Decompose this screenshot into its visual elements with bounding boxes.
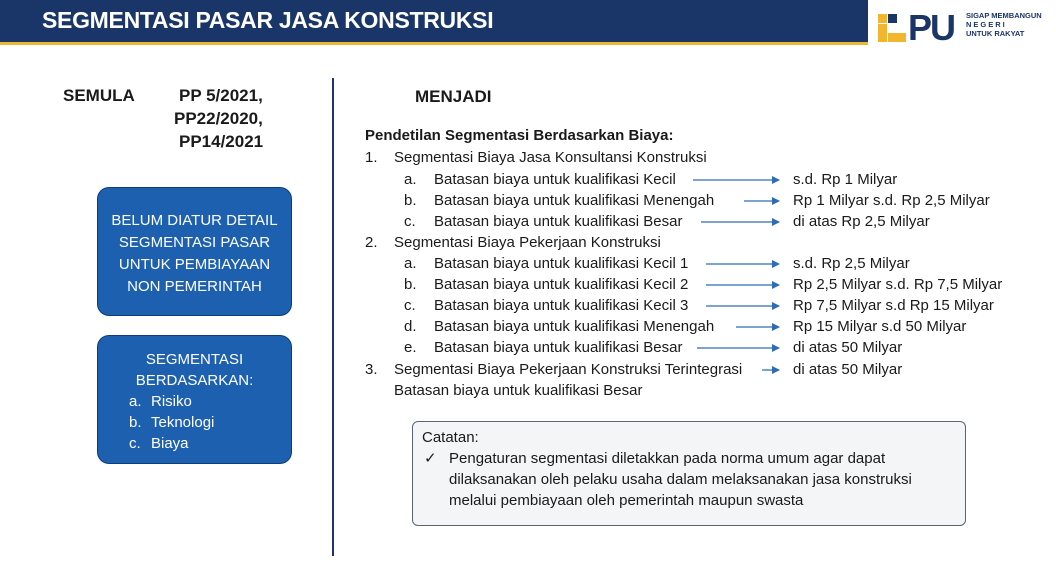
box-heading: SEGMENTASI: [145, 351, 244, 368]
regulation-line: PP22/2020,: [174, 109, 263, 128]
section-heading: Pendetilan Segmentasi Berdasarkan Biaya:: [365, 127, 674, 144]
item-letter: c.: [404, 213, 416, 230]
column-divider: [332, 78, 334, 556]
logo-text: PU: [908, 7, 955, 48]
box-segmentation-basis: [97, 335, 292, 464]
item-text: Batasan biaya untuk kualifikasi Besar: [434, 339, 683, 356]
note-line: Pengaturan segmentasi diletakkan pada norma umum agar dapat: [449, 450, 886, 467]
title-bar-accent: [0, 42, 868, 45]
box-line: UNTUK PEMBIAYAAN: [118, 256, 271, 273]
page-title: SEGMENTASI PASAR JASA KONSTRUKSI: [42, 7, 494, 33]
section-number: 3.: [365, 361, 378, 378]
section-subtitle: Batasan biaya untuk kualifikasi Besar: [394, 382, 643, 399]
item-letter: b.: [404, 192, 417, 209]
note-line: dilaksanakan oleh pelaku usaha dalam melaksanakan jasa konstruksi: [449, 471, 912, 488]
item-text: Batasan biaya untuk kualifikasi Kecil 2: [434, 276, 689, 293]
item-text: Batasan biaya untuk kualifikasi Menengah: [434, 318, 715, 335]
box-list-item: b. Teknologi: [129, 414, 215, 431]
section-title: Segmentasi Biaya Jasa Konsultansi Konstruksi: [394, 149, 707, 166]
item-text: Batasan biaya untuk kualifikasi Besar: [434, 213, 683, 230]
item-text: Batasan biaya untuk kualifikasi Menengah: [434, 192, 715, 209]
item-letter: e.: [404, 339, 417, 356]
item-value: di atas Rp 2,5 Milyar: [793, 213, 930, 230]
pu-logo-mark-icon: [878, 14, 906, 42]
box-not-regulated: [97, 187, 292, 316]
item-text: Batasan biaya untuk kualifikasi Kecil: [434, 171, 676, 188]
section-number: 1.: [365, 149, 378, 166]
section-title: Segmentasi Biaya Pekerjaan Konstruksi Terintegrasi: [394, 361, 743, 378]
section-title: Segmentasi Biaya Pekerjaan Konstruksi: [394, 234, 661, 251]
item-letter: d.: [404, 318, 417, 335]
item-text: Batasan biaya untuk kualifikasi Kecil 3: [434, 297, 689, 314]
note-line: melalui pembiayaan oleh pemerintah maupun swasta: [449, 492, 804, 509]
semula-label: SEMULA: [63, 86, 135, 105]
checkmark-icon: ✓: [424, 450, 437, 467]
item-value: di atas 50 Milyar: [793, 361, 903, 378]
item-letter: b.: [404, 276, 417, 293]
section-number: 2.: [365, 234, 378, 251]
box-list-item: c. Biaya: [129, 435, 189, 452]
item-value: di atas 50 Milyar: [793, 339, 903, 356]
item-value: s.d. Rp 1 Milyar: [793, 171, 898, 188]
item-letter: a.: [404, 171, 417, 188]
box-heading: BERDASARKAN:: [135, 372, 254, 389]
regulation-line: PP 5/2021,: [179, 86, 263, 105]
regulation-line: PP14/2021: [179, 132, 264, 151]
item-letter: a.: [404, 255, 417, 272]
menjadi-label: MENJADI: [415, 87, 492, 106]
box-line: SEGMENTASI PASAR: [118, 234, 271, 251]
item-text: Batasan biaya untuk kualifikasi Kecil 1: [434, 255, 689, 272]
box-list-item: a. Risiko: [129, 393, 192, 410]
note-title: Catatan:: [422, 429, 479, 446]
item-value: s.d. Rp 2,5 Milyar: [793, 255, 910, 272]
item-value: Rp 2,5 Milyar s.d. Rp 7,5 Milyar: [793, 276, 1003, 293]
item-value: Rp 1 Milyar s.d. Rp 2,5 Milyar: [793, 192, 990, 209]
box-line: NON PEMERINTAH: [127, 278, 262, 295]
logo-tagline: SIGAP MEMBANGUN NEGERI UNTUK RAKYAT: [966, 11, 1042, 38]
item-value: Rp 7,5 Milyar s.d Rp 15 Milyar: [793, 297, 994, 314]
box-line: BELUM DIATUR DETAIL: [111, 212, 278, 229]
item-value: Rp 15 Milyar s.d 50 Milyar: [793, 318, 967, 335]
item-letter: c.: [404, 297, 416, 314]
